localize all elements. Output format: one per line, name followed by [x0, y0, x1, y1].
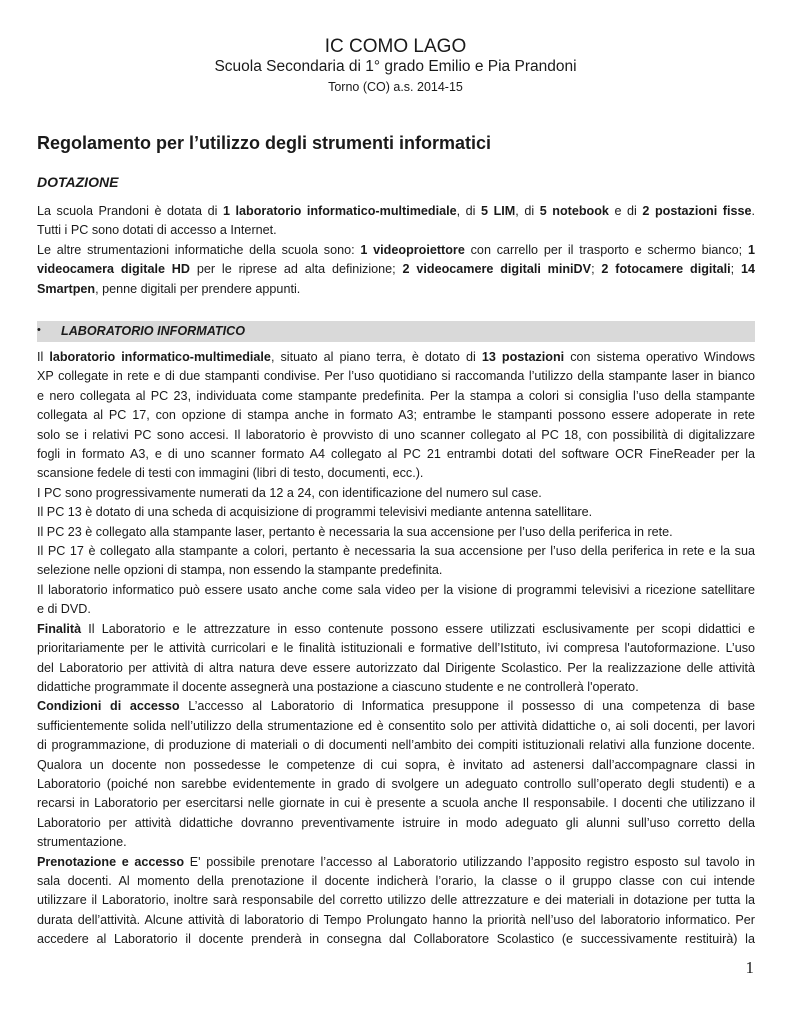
text-line: La scuola Prandoni è dotata di 1 laboratorio informatico-multimediale, di 5 LIM, di 5 notebook e di 2 postazioni fisse.: [37, 204, 755, 218]
text-line: e di DVD.: [37, 602, 91, 617]
text-line: prioritariamente per le attività curricolari e le finalità istituzionali e formative dell’Istituto, ivi compresa l'autoformazione. L’uso: [37, 641, 755, 656]
text-line: Il PC 23 è collegato alla stampante laser, pertanto è necessaria la sua accensione per l’uso della periferica in rete.: [37, 524, 673, 539]
text-line: Il PC 17 è collegato alla stampante a colori, pertanto è necessaria la sua accensione per l’uso della periferica in rete e la sua: [37, 544, 755, 559]
text-line: collegata al PC 17, con opzione di stampa anche in formato A3; entrambe le stampanti possono essere adoperate in rete: [37, 408, 755, 423]
text-line: scansione fedele di testi con immagini (libri di testo, documenti, ecc.).: [37, 466, 424, 481]
page-number: 1: [745, 958, 754, 977]
school-place-year: Torno (CO) a.s. 2014-15: [328, 80, 463, 94]
section-heading-laboratorio: LABORATORIO INFORMATICO: [61, 324, 245, 338]
bullet-icon: •: [37, 324, 41, 336]
section-heading-band-laboratorio: [37, 321, 755, 342]
text-line: Prenotazione e accesso E' possibile prenotare l’accesso al Laboratorio utilizzando l’apposito registro esposto sul tavolo in: [37, 854, 755, 869]
text-line: Tutti i PC sono dotati di accesso a Internet.: [37, 223, 277, 238]
text-line: Qualora un docente non possedesse le competenze di cui sopra, è invitato ad astenersi dall’accompagnare classi in: [37, 757, 755, 772]
text-line: sala docenti. Al momento della prenotazione il docente indicherà l’orario, la classe o il gruppo classe con cui intende: [37, 873, 755, 888]
text-line: utilizzare il Laboratorio, inoltre sarà responsabile del corretto utilizzo delle attrezzature e dei materiali in dotazione per tutta la: [37, 893, 755, 908]
text-line: recarsi in Laboratorio per esercitarsi nelle giornate in cui è presente a scuola anche Il responsabile. I docenti che utilizzano il: [37, 796, 755, 811]
text-line: Finalità Il Laboratorio e le attrezzature in esso contenute possono essere utilizzati esclusivamente per scopi didattici e: [37, 621, 755, 636]
text-line: strumentazione.: [37, 835, 127, 850]
text-line: I PC sono progressivamente numerati da 12 a 24, con identificazione del numero sul case.: [37, 485, 542, 500]
text-line: XP collegate in rete e di due stampanti condivise. Per l’uso quotidiano si raccomanda l’utilizzo della stampante laser in bianco: [37, 369, 755, 384]
text-line: accedere al Laboratorio il docente prenderà in consegna dal Collaboratore Scolastico (e successivamente restituirà) la: [37, 932, 755, 947]
section-heading-dotazione: DOTAZIONE: [37, 174, 119, 190]
text-line: durata dell’attività. Alcune attività di laboratorio di Tempo Prolungato hanno la priorità nell’uso del laboratorio informatico. Per: [37, 912, 755, 927]
text-line: Le altre strumentazioni informatiche della scuola sono: 1 videoproiettore con carrello per il trasporto e schermo bianco; 1: [37, 242, 755, 257]
text-line: Il laboratorio informatico-multimediale, situato al piano terra, è dotato di 13 postazioni con sistema operativo Windows: [37, 350, 755, 364]
document-title: Regolamento per l’utilizzo degli strumenti informatici: [37, 133, 492, 153]
text-line: Il PC 13 è dotato di una scheda di acquisizione di programmi televisivi mediante antenna satellitare.: [37, 505, 593, 520]
text-line: fogli in formato A3, e di uno scanner formato A4 collegato al PC 21 entrambi dotati del software OCR FineReader per la: [37, 447, 755, 462]
text-line: Smartpen, penne digitali per prendere appunti.: [37, 281, 301, 296]
text-line: Laboratorio per attività didattiche dovranno preventivamente istruire in modo adeguato gli alunni sull’uso corretto della: [37, 815, 755, 830]
text-line: Condizioni di accesso L’accesso al Laboratorio di Informatica presuppone il possesso di una competenza di base: [37, 699, 755, 714]
text-line: didattiche programmate il docente assegnerà una postazione a ciascuno studente e ne controllerà l'operato.: [37, 679, 639, 694]
text-line: e nero collegata al PC 23, individuata come stampante predefinita. Per la stampa a colori si consiglia l’uso della stampante: [37, 388, 755, 403]
text-line: selezione nelle opzioni di stampa, non essendo la stampante predefinita.: [37, 563, 443, 578]
text-line: Il laboratorio informatico può essere usato anche come sala video per la visione di programmi televisivi a ricezione satellitare: [37, 582, 755, 597]
text-line: del Laboratorio per attività di altra natura deve essere autorizzato dal Dirigente Scolastico. Per la realizzazione delle attività: [37, 660, 755, 675]
paragraph-dotazione: [37, 202, 755, 299]
paragraph-laboratorio: [37, 348, 755, 950]
school-name: IC COMO LAGO: [324, 36, 467, 57]
school-subtitle: Scuola Secondaria di 1° grado Emilio e Pia Prandoni: [214, 58, 577, 75]
text-line: solo se i relativi PC sono accesi. Il laboratorio è provvisto di uno scanner collegato al PC 18, con possibilità di digitalizzare: [37, 427, 755, 442]
text-line: videocamera digitale HD per le riprese ad alta definizione; 2 videocamere digitali miniDV; 2 fotocamere digitali; 14: [37, 262, 755, 277]
text-line: Laboratorio (poiché non sarebbe evidentemente in grado di svolgere un adeguato controllo sull’operato degli studenti) e a: [37, 776, 755, 791]
text-line: di programmazione, di produzione di materiali o di documenti nell’ambito dei compiti istituzionali relativi alla funzione docente.: [37, 738, 755, 753]
text-line: sufficientemente solida nell’utilizzo della strumentazione ed è consentito solo per attività didattiche o, ai soli docenti, per lavori: [37, 718, 755, 733]
